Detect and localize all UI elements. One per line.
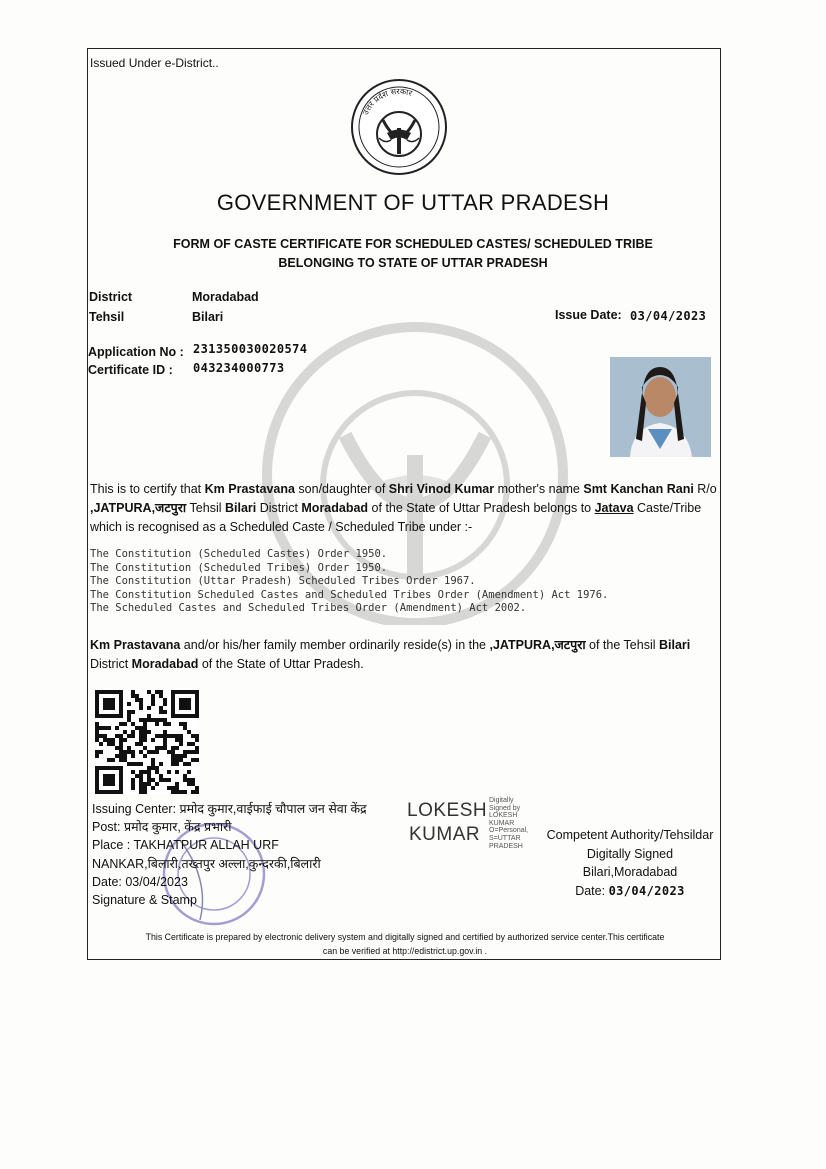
government-title: GOVERNMENT OF UTTAR PRADESH <box>216 190 610 215</box>
issuing-post: Post: प्रमोद कुमार, केंद्र प्रभारी <box>92 820 232 835</box>
order-item: The Constitution (Scheduled Castes) Order 1950. <box>90 548 388 560</box>
authority-signed: Digitally Signed <box>586 846 674 861</box>
certificate-subtitle-line1: FORM OF CASTE CERTIFICATE FOR SCHEDULED CASTES/ SCHEDULED TRIBE <box>173 237 653 251</box>
order-item: The Constitution (Scheduled Tribes) Order 1950. <box>90 561 388 574</box>
certification-paragraph: This is to certify that Km Prastavana son/daughter of Shri Vinod Kumar mother's name Smt Kanchan Rani R/o ,JATPURA,जटपुरा Tehsil Bilari District Moradabad of the State of Uttar Pradesh belongs to Jatava Caste/Tribe which is recognised as a Scheduled Caste / Scheduled Tribe under :- <box>90 482 717 534</box>
residence: ,JATPURA,जटपुरा <box>90 501 187 515</box>
signer-name-line2: KUMAR <box>409 824 481 845</box>
caste-name: Jatava <box>594 501 634 515</box>
authority-date: Date: 03/04/2023 <box>575 883 685 898</box>
residence-paragraph: Km Prastavana and/or his/her family member ordinarily reside(s) in the ,JATPURA,जटपुरा of the Tehsil Bilari District Moradabad of the State of Uttar Pradesh. <box>90 638 691 671</box>
constitution-orders-list <box>90 548 608 616</box>
certificate-subtitle-line2: BELONGING TO STATE OF UTTAR PRADESH <box>278 256 548 270</box>
application-no-label: Application No : <box>88 345 184 359</box>
mother-name: Smt Kanchan Rani <box>583 482 694 496</box>
signer-name-line1: LOKESH <box>407 800 488 821</box>
district-label: District <box>89 290 133 304</box>
issue-date-value: 03/04/2023 <box>630 309 707 323</box>
order-item: The Constitution Scheduled Castes and Scheduled Tribes Order (Amendment) Act 1976. <box>90 588 609 601</box>
issuing-center: Issuing Center: प्रमोद कुमार,वाईफाई चौपाल जन सेवा केंद्र <box>92 802 367 816</box>
order-item: The Constitution (Uttar Pradesh) Scheduled Tribes Order 1967. <box>90 575 476 587</box>
issuing-place-line1: Place : TAKHATPUR ALLAH URF <box>92 838 279 853</box>
digital-signature-info: Digitally Signed by LOKESH KUMAR O=Personal, S=UTTAR PRADESH <box>489 797 529 850</box>
authority-location: Bilari,Moradabad <box>582 865 678 879</box>
issuing-center-block <box>92 800 367 909</box>
competent-authority-block <box>535 826 725 900</box>
certificate-footer-note: This Certificate is prepared by electronic delivery system and digitally signed and certified by authorized service center.This certificate can be verified at http://edistrict.up.gov.in . <box>88 930 722 958</box>
issued-under-label: Issued Under e-District.. <box>90 56 219 70</box>
issuing-date: Date: 03/04/2023 <box>92 874 188 889</box>
order-item: The Scheduled Castes and Scheduled Tribes Order (Amendment) Act 2002. <box>90 602 527 614</box>
certificate-id-label: Certificate ID : <box>88 363 173 377</box>
application-no-value: 231350030020574 <box>193 342 308 356</box>
issue-date-label: Issue Date: <box>555 308 622 322</box>
signature-stamp-label: Signature & Stamp <box>92 893 197 908</box>
authority-title: Competent Authority/Tehsildar <box>546 828 714 842</box>
applicant-photo <box>610 357 711 457</box>
issuing-place-line2: NANKAR,बिलारी,तख्तपुर अल्ला,कुन्दरकी,बिलारी <box>92 856 321 871</box>
certificate-id-value: 043234000773 <box>193 361 285 375</box>
emblem-text: उत्तर प्रदेश सरकार <box>360 86 414 117</box>
applicant-name: Km Prastavana <box>204 482 295 496</box>
verification-qr-code[interactable] <box>95 690 199 794</box>
tehsil-label: Tehsil <box>89 310 125 324</box>
father-name: Shri Vinod Kumar <box>388 482 495 496</box>
district-value: Moradabad <box>192 290 259 304</box>
verification-link[interactable]: can be verified at http://edistrict.up.gov.in . <box>322 946 488 956</box>
tehsil-value: Bilari <box>192 310 224 324</box>
up-government-emblem <box>349 78 449 176</box>
